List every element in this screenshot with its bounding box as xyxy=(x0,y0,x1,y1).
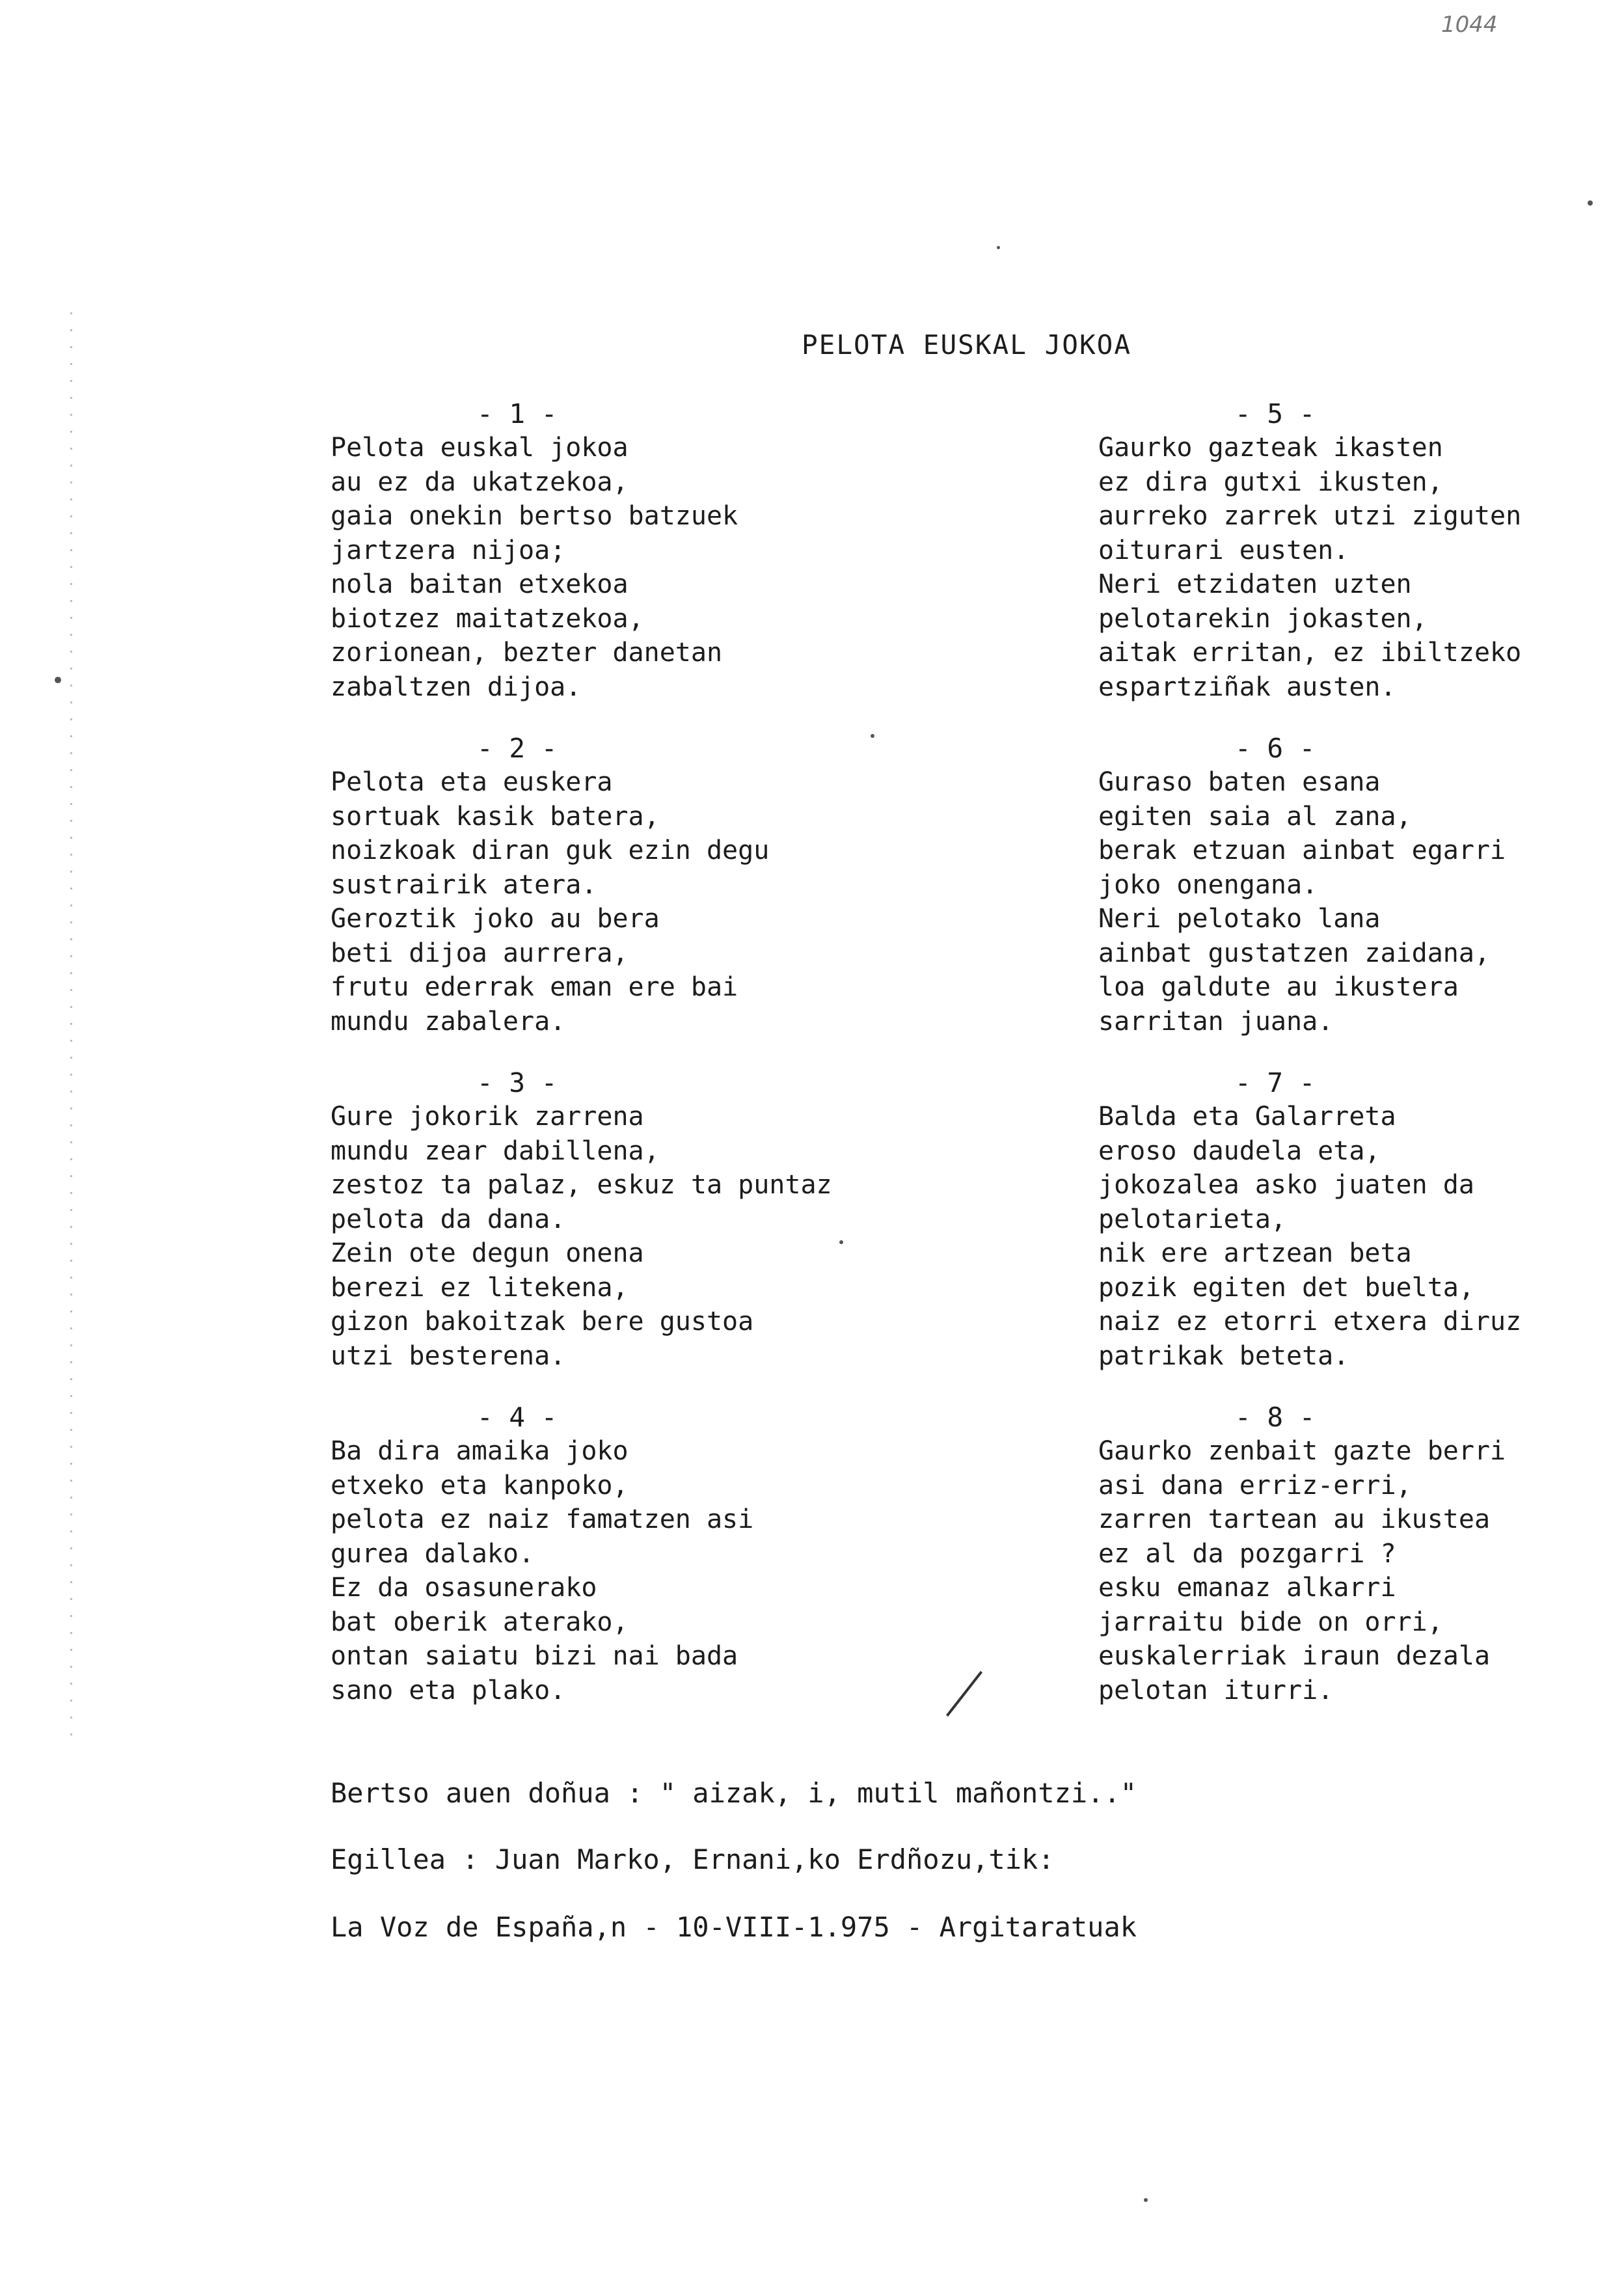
verse-line: noizkoak diran guk ezin degu xyxy=(331,835,770,865)
verse-line: Neri etzidaten uzten xyxy=(1098,569,1412,599)
verse-line: pelota da dana. xyxy=(331,1204,566,1234)
verse-line: sustrairik atera. xyxy=(331,869,597,900)
verse-line: gaia onekin bertso batzuek xyxy=(331,501,738,531)
verse-line: sano eta plako. xyxy=(331,1675,566,1705)
verse-line: etxeko eta kanpoko, xyxy=(331,1470,629,1501)
verse-line: mundu zear dabillena, xyxy=(331,1135,660,1166)
verse-line: pelotan iturri. xyxy=(1098,1675,1334,1705)
verse-line: bat oberik aterako, xyxy=(331,1607,629,1637)
stanza-4 xyxy=(331,1400,916,1707)
verse-line: Zein ote degun onena xyxy=(331,1238,644,1268)
page-number: 1044 xyxy=(1441,12,1498,38)
verse-line: ez dira gutxi ikusten, xyxy=(1098,467,1443,497)
speck xyxy=(871,734,874,738)
verse-line: egiten saia al zana, xyxy=(1098,801,1412,832)
stanza-8 xyxy=(1098,1400,1593,1707)
verse-line: ainbat gustatzen zaidana, xyxy=(1098,938,1491,968)
footer-tune: Bertso auen doñua : " aizak, i, mutil mañontzi.." xyxy=(331,1777,1137,1809)
verse-line: aitak erritan, ez ibiltzeko xyxy=(1098,638,1522,668)
speck xyxy=(997,246,1000,249)
verse-line: zarren tartean au ikustea xyxy=(1098,1504,1491,1534)
verse-line: gizon bakoitzak bere gustoa xyxy=(331,1307,754,1337)
verse-line: sarritan juana. xyxy=(1098,1006,1334,1037)
verse-line: eroso daudela eta, xyxy=(1098,1135,1381,1166)
stanza-number: - 2 - xyxy=(477,733,558,764)
verse-line: biotzez maitatzekoa, xyxy=(331,603,644,634)
verse-line: jartzera nijoa; xyxy=(331,535,566,565)
verse-line: Geroztik joko au bera xyxy=(331,904,660,934)
verse-line: ez al da pozgarri ? xyxy=(1098,1538,1396,1569)
verse-line: Balda eta Galarreta xyxy=(1098,1102,1396,1132)
verse-line: au ez da ukatzekoa, xyxy=(331,467,629,497)
verse-line: Gure jokorik zarrena xyxy=(331,1102,644,1132)
verse-line: oiturari eusten. xyxy=(1098,535,1349,565)
stanza-number: - 3 - xyxy=(477,1067,558,1098)
footer-source: La Voz de España,n - 10-VIII-1.975 - Argitaratuak xyxy=(331,1911,1137,1943)
stanza-number: - 4 - xyxy=(477,1402,558,1433)
verse-line: mundu zabalera. xyxy=(331,1006,566,1037)
verse-line: Gaurko zenbait gazte berri xyxy=(1098,1436,1506,1466)
verse-line: nik ere artzean beta xyxy=(1098,1238,1412,1268)
stanza-number: - 1 - xyxy=(477,398,558,429)
left-column xyxy=(331,397,916,1707)
verse-line: Pelota euskal jokoa xyxy=(331,433,629,463)
verse-line: berak etzuan ainbat egarri xyxy=(1098,835,1506,865)
verse-line: utzi besterena. xyxy=(331,1340,566,1371)
verse-line: patrikak beteta. xyxy=(1098,1340,1349,1371)
verse-line: Ba dira amaika joko xyxy=(331,1436,629,1466)
stanza-6 xyxy=(1098,731,1593,1039)
pen-slash-mark xyxy=(946,1671,982,1717)
verse-line: beti dijoa aurrera, xyxy=(331,938,629,968)
verse-line: pozik egiten det buelta, xyxy=(1098,1272,1474,1303)
verse-line: Neri pelotako lana xyxy=(1098,904,1381,934)
speck xyxy=(55,677,61,683)
verse-line: asi dana erriz-erri, xyxy=(1098,1470,1412,1501)
verse-line: gurea dalako. xyxy=(331,1538,535,1569)
verse-line: Pelota eta euskera xyxy=(331,767,613,797)
verse-line: Ez da osasunerako xyxy=(331,1573,597,1603)
verse-line: frutu ederrak eman ere bai xyxy=(331,972,738,1002)
stanza-1 xyxy=(331,397,916,704)
stanza-number: - 5 - xyxy=(1235,398,1316,429)
verse-line: pelota ez naiz famatzen asi xyxy=(331,1504,754,1534)
verse-line: zabaltzen dijoa. xyxy=(331,672,582,702)
verse-line: pelotarekin jokasten, xyxy=(1098,603,1428,634)
verse-line: zestoz ta palaz, eskuz ta puntaz xyxy=(331,1170,832,1200)
right-column xyxy=(1098,397,1593,1707)
verse-line: espartziñak austen. xyxy=(1098,672,1396,702)
verse-line: Guraso baten esana xyxy=(1098,767,1381,797)
verse-line: jokozalea asko juaten da xyxy=(1098,1170,1474,1200)
stanza-number: - 7 - xyxy=(1235,1067,1316,1098)
verse-line: sortuak kasik batera, xyxy=(331,801,660,832)
verse-line: ontan saiatu bizi nai bada xyxy=(331,1641,738,1671)
stanza-number: - 8 - xyxy=(1235,1402,1316,1433)
verse-line: loa galdute au ikustera xyxy=(1098,972,1459,1002)
poem-title: PELOTA EUSKAL JOKOA xyxy=(802,329,1131,360)
stanza-number: - 6 - xyxy=(1235,733,1316,764)
speck xyxy=(839,1240,843,1244)
footer-author: Egillea : Juan Marko, Ernani,ko Erdñozu,tik: xyxy=(331,1843,1055,1875)
stanza-2 xyxy=(331,731,916,1039)
verse-line: pelotarieta, xyxy=(1098,1204,1286,1234)
verse-line: euskalerriak iraun dezala xyxy=(1098,1641,1491,1671)
verse-line: aurreko zarrek utzi ziguten xyxy=(1098,501,1522,531)
speck xyxy=(1144,2198,1148,2202)
verse-line: nola baitan etxekoa xyxy=(331,569,629,599)
stanza-7 xyxy=(1098,1066,1593,1373)
speck xyxy=(1588,200,1593,206)
margin-dots xyxy=(70,312,72,1744)
verse-line: jarraitu bide on orri, xyxy=(1098,1607,1443,1637)
verse-line: Gaurko gazteak ikasten xyxy=(1098,433,1443,463)
stanza-5 xyxy=(1098,397,1593,704)
verse-line: berezi ez litekena, xyxy=(331,1272,629,1303)
verse-line: joko onengana. xyxy=(1098,869,1318,900)
verse-line: esku emanaz alkarri xyxy=(1098,1573,1396,1603)
stanza-3 xyxy=(331,1066,916,1373)
verse-line: naiz ez etorri etxera diruz xyxy=(1098,1307,1522,1337)
verse-line: zorionean, bezter danetan xyxy=(331,638,723,668)
